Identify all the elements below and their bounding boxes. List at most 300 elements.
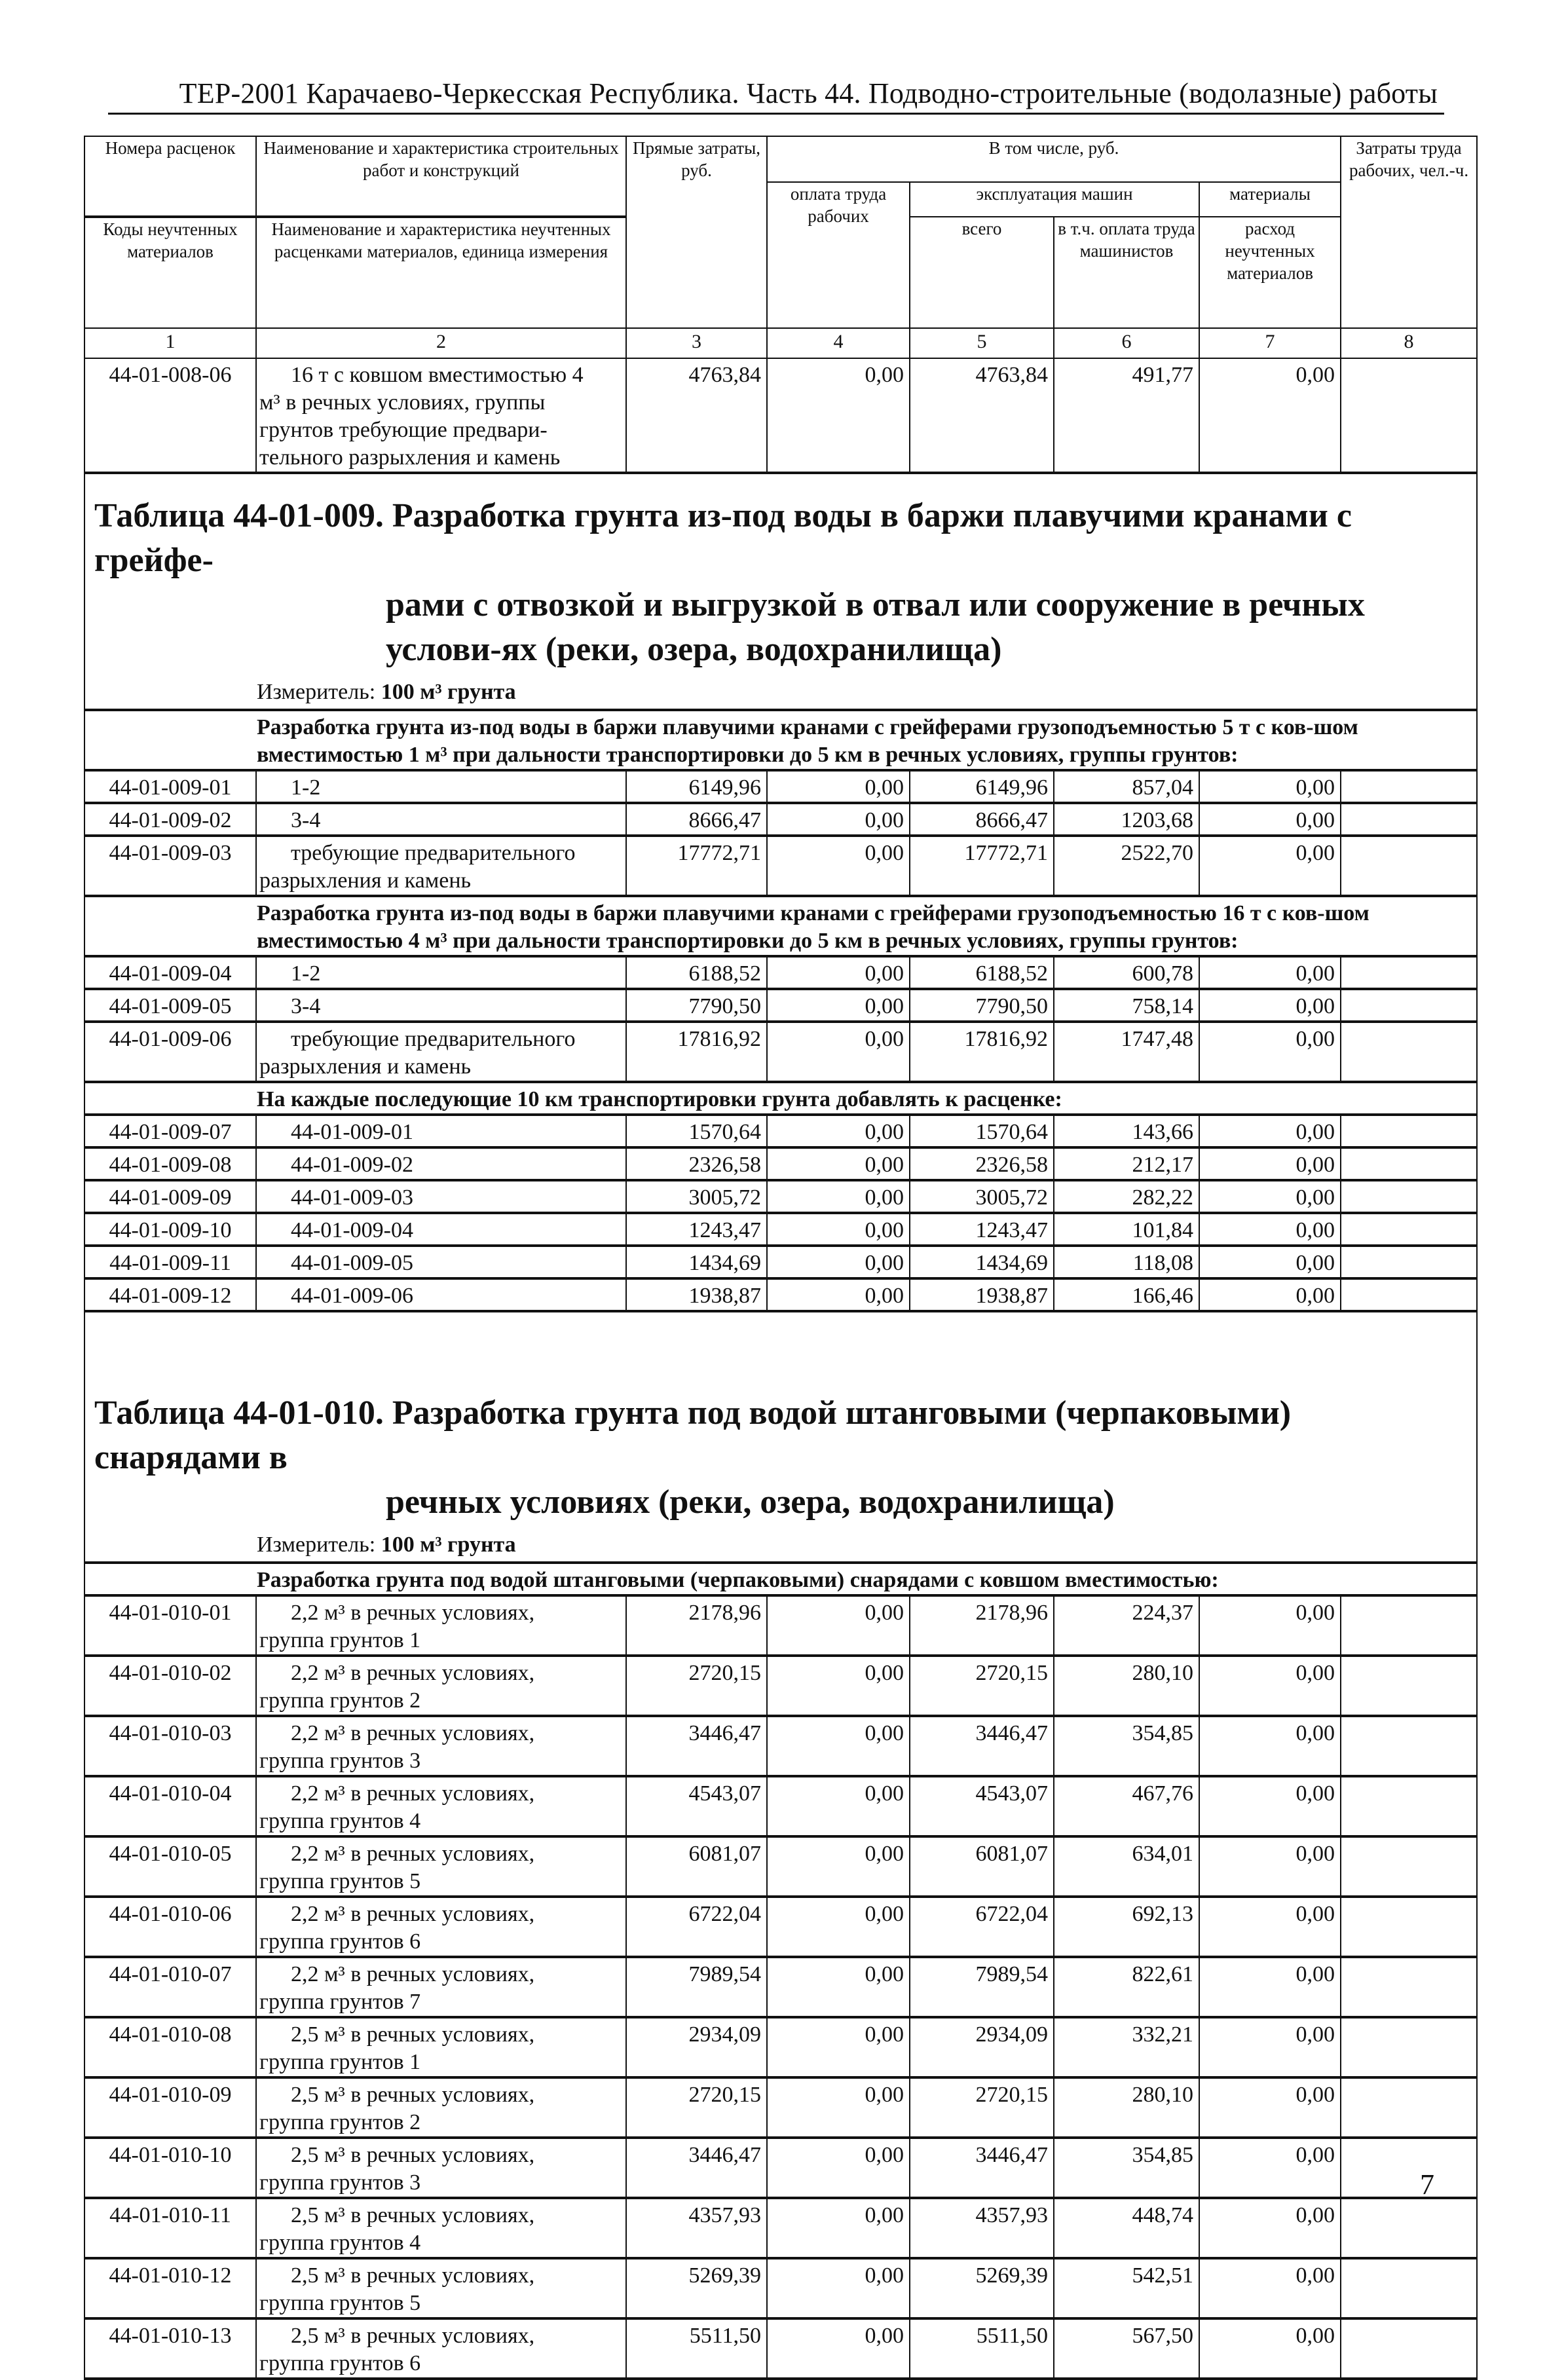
- labor-hours-value: [1341, 1022, 1477, 1082]
- machines-total-value: 4357,93: [910, 2198, 1054, 2258]
- machines-total-value: 3446,47: [910, 1716, 1054, 1776]
- description-line: 3-4: [291, 808, 321, 832]
- machines-total-value: 2326,58: [910, 1147, 1054, 1180]
- labor-pay-value: 0,00: [767, 358, 910, 473]
- direct-costs-value: 2934,09: [626, 2017, 767, 2077]
- direct-costs-value: 1243,47: [626, 1213, 767, 1246]
- rate-code: 44-01-009-09: [84, 1180, 256, 1213]
- labor-hours-value: [1341, 1115, 1477, 1147]
- direct-costs-value: 6081,07: [626, 1836, 767, 1897]
- machines-total-value: 1243,47: [910, 1213, 1054, 1246]
- materials-value: 0,00: [1199, 956, 1341, 989]
- table-row: [84, 2138, 1477, 2198]
- labor-pay-value: 0,00: [767, 2198, 910, 2258]
- direct-costs-value: 6149,96: [626, 770, 767, 803]
- table-title-continuation: рами с отвозкой и выгрузкой в отвал или сооружение в речных услови-ях (реки, озера, водохранилища): [386, 586, 1365, 668]
- header-labor-pay: оплата труда рабочих: [767, 182, 910, 328]
- rate-description: [256, 2318, 626, 2379]
- description-line: 44-01-009-03: [291, 1185, 413, 1210]
- operators-pay-value: 542,51: [1054, 2258, 1199, 2318]
- table-title-row: [84, 1311, 1477, 1563]
- labor-hours-value: [1341, 836, 1477, 896]
- operators-pay-value: 1203,68: [1054, 803, 1199, 836]
- rate-description: [256, 2017, 626, 2077]
- machines-total-value: 17816,92: [910, 1022, 1054, 1082]
- labor-pay-value: 0,00: [767, 1278, 910, 1311]
- machines-total-value: 3446,47: [910, 2138, 1054, 2198]
- rate-description: [256, 836, 626, 896]
- direct-costs-value: 17772,71: [626, 836, 767, 896]
- operators-pay-value: 467,76: [1054, 1776, 1199, 1836]
- description-line: 2,2 м³ в речных условиях,: [291, 1601, 535, 1625]
- machines-total-value: 17772,71: [910, 836, 1054, 896]
- materials-value: 0,00: [1199, 1022, 1341, 1082]
- rate-description: [256, 1656, 626, 1716]
- description-line: 2,2 м³ в речных условиях,: [291, 1721, 535, 1745]
- machines-total-value: 7790,50: [910, 989, 1054, 1022]
- labor-pay-value: 0,00: [767, 1246, 910, 1278]
- description-continuation: группа грунтов 3: [259, 1749, 421, 1773]
- labor-pay-value: 0,00: [767, 1716, 910, 1776]
- table-row: [84, 1278, 1477, 1311]
- rate-code: 44-01-009-06: [84, 1022, 256, 1082]
- table-number: Таблица 44-01-010.: [94, 1394, 384, 1432]
- description-line: 1-2: [291, 775, 321, 800]
- header-name-bottom: Наименование и характеристика неучтенных расценками материалов, единица измерения: [256, 217, 626, 328]
- labor-pay-value: 0,00: [767, 836, 910, 896]
- group-heading: Разработка грунта под водой штанговыми (черпаковыми) снарядами с ковшом вместимостью:: [257, 1568, 1219, 1592]
- header-direct-costs: Прямые затраты, руб.: [626, 136, 767, 328]
- table-row: [84, 1115, 1477, 1147]
- rate-code: 44-01-010-13: [84, 2318, 256, 2379]
- labor-hours-value: [1341, 956, 1477, 989]
- labor-pay-value: 0,00: [767, 1147, 910, 1180]
- header-including: В том числе, руб.: [767, 136, 1341, 182]
- machines-total-value: 1570,64: [910, 1115, 1054, 1147]
- labor-pay-value: 0,00: [767, 956, 910, 989]
- header-machines: эксплуатация машин: [910, 182, 1199, 217]
- labor-pay-value: 0,00: [767, 803, 910, 836]
- description-line: 16 т с ковшом вместимостью 4: [291, 363, 584, 387]
- operators-pay-value: 600,78: [1054, 956, 1199, 989]
- labor-pay-value: 0,00: [767, 1656, 910, 1716]
- table-row: [84, 1656, 1477, 1716]
- measure-unit: [85, 1525, 1476, 1561]
- description-line: 2,5 м³ в речных условиях,: [291, 2203, 535, 2227]
- materials-value: 0,00: [1199, 2198, 1341, 2258]
- direct-costs-value: 2178,96: [626, 1595, 767, 1656]
- materials-value: 0,00: [1199, 358, 1341, 473]
- rate-code: 44-01-010-12: [84, 2258, 256, 2318]
- measure-value: 100 м³ грунта: [381, 1533, 516, 1557]
- table-row: [84, 1897, 1477, 1957]
- table-row: [84, 2017, 1477, 2077]
- column-number: 7: [1199, 328, 1341, 358]
- table-row: [84, 2077, 1477, 2138]
- operators-pay-value: 2522,70: [1054, 836, 1199, 896]
- description-continuation: группа грунтов 2: [259, 2110, 421, 2134]
- description-continuation: группа грунтов 1: [259, 2050, 421, 2074]
- operators-pay-value: 166,46: [1054, 1278, 1199, 1311]
- direct-costs-value: 5269,39: [626, 2258, 767, 2318]
- labor-hours-value: [1341, 1836, 1477, 1897]
- materials-value: 0,00: [1199, 770, 1341, 803]
- materials-value: 0,00: [1199, 1147, 1341, 1180]
- group-heading-row: [84, 896, 1477, 956]
- column-numbers-row: [84, 328, 1477, 358]
- table-row: [84, 1213, 1477, 1246]
- description-continuation: группа грунтов 6: [259, 1929, 421, 1954]
- labor-hours-value: [1341, 1147, 1477, 1180]
- table-row: [84, 2198, 1477, 2258]
- direct-costs-value: 1938,87: [626, 1278, 767, 1311]
- direct-costs-value: 4543,07: [626, 1776, 767, 1836]
- labor-pay-value: 0,00: [767, 1897, 910, 1957]
- document-title: ТЕР-2001 Карачаево-Черкесская Республика. Часть 44. Подводно-строительные (водолазные) работы: [179, 77, 1438, 109]
- column-number: 5: [910, 328, 1054, 358]
- column-number: 8: [1341, 328, 1477, 358]
- description-continuation: группа грунтов 5: [259, 1869, 421, 1893]
- materials-value: 0,00: [1199, 1957, 1341, 2017]
- description-continuation: группа грунтов 3: [259, 2170, 421, 2195]
- table-title-block: [85, 1312, 1476, 1561]
- description-line: 2,2 м³ в речных условиях,: [291, 1661, 535, 1685]
- rate-description: [256, 956, 626, 989]
- description-continuation: группа грунтов 4: [259, 2231, 421, 2255]
- table-row: [84, 956, 1477, 989]
- table-title-line: Разработка грунта из-под воды в баржи плавучими кранами с грейфе-: [94, 497, 1352, 579]
- labor-pay-value: 0,00: [767, 770, 910, 803]
- materials-value: 0,00: [1199, 2258, 1341, 2318]
- operators-pay-value: 634,01: [1054, 1836, 1199, 1897]
- materials-value: 0,00: [1199, 1716, 1341, 1776]
- rate-description: [256, 2198, 626, 2258]
- rate-description: [256, 770, 626, 803]
- labor-hours-value: [1341, 1656, 1477, 1716]
- description-line: 44-01-009-06: [291, 1284, 413, 1308]
- direct-costs-value: 3005,72: [626, 1180, 767, 1213]
- labor-hours-value: [1341, 2017, 1477, 2077]
- labor-pay-value: 0,00: [767, 2258, 910, 2318]
- header-code-top: Номера расценок: [84, 136, 256, 217]
- rate-description: [256, 803, 626, 836]
- labor-hours-value: [1341, 1213, 1477, 1246]
- rate-description: [256, 1595, 626, 1656]
- rate-code: 44-01-009-04: [84, 956, 256, 989]
- description-line: 2,5 м³ в речных условиях,: [291, 2022, 535, 2047]
- rate-description: [256, 1147, 626, 1180]
- column-number: 4: [767, 328, 910, 358]
- direct-costs-value: 2326,58: [626, 1147, 767, 1180]
- table-title: [85, 1391, 1476, 1525]
- table-row: [84, 2258, 1477, 2318]
- rate-code: 44-01-010-03: [84, 1716, 256, 1776]
- labor-hours-value: [1341, 2138, 1477, 2198]
- measure-unit: [85, 672, 1476, 709]
- materials-value: 0,00: [1199, 2077, 1341, 2138]
- labor-pay-value: 0,00: [767, 2138, 910, 2198]
- materials-value: 0,00: [1199, 2017, 1341, 2077]
- rate-description: [256, 2258, 626, 2318]
- table-row: [84, 358, 1477, 473]
- direct-costs-value: 2720,15: [626, 2077, 767, 2138]
- labor-hours-value: [1341, 2258, 1477, 2318]
- rate-description: [256, 1246, 626, 1278]
- materials-value: 0,00: [1199, 1897, 1341, 1957]
- description-line: 2,2 м³ в речных условиях,: [291, 1781, 535, 1806]
- rate-code: 44-01-009-08: [84, 1147, 256, 1180]
- operators-pay-value: 280,10: [1054, 1656, 1199, 1716]
- labor-pay-value: 0,00: [767, 1836, 910, 1897]
- description-continuation: группа грунтов 2: [259, 1688, 421, 1713]
- table-row: [84, 989, 1477, 1022]
- operators-pay-value: 224,37: [1054, 1595, 1199, 1656]
- direct-costs-value: 1570,64: [626, 1115, 767, 1147]
- rate-code: 44-01-010-06: [84, 1897, 256, 1957]
- labor-pay-value: 0,00: [767, 1595, 910, 1656]
- labor-hours-value: [1341, 2318, 1477, 2379]
- operators-pay-value: 822,61: [1054, 1957, 1199, 2017]
- rate-code: 44-01-010-09: [84, 2077, 256, 2138]
- operators-pay-value: 354,85: [1054, 2138, 1199, 2198]
- labor-hours-value: [1341, 1595, 1477, 1656]
- table-row: [84, 1716, 1477, 1776]
- labor-pay-value: 0,00: [767, 1957, 910, 2017]
- table-number: Таблица 44-01-009.: [94, 497, 384, 534]
- direct-costs-value: 8666,47: [626, 803, 767, 836]
- rate-description: [256, 1115, 626, 1147]
- operators-pay-value: 692,13: [1054, 1897, 1199, 1957]
- operators-pay-value: 354,85: [1054, 1716, 1199, 1776]
- operators-pay-value: 118,08: [1054, 1246, 1199, 1278]
- rate-description: [256, 2077, 626, 2138]
- rate-description: [256, 1776, 626, 1836]
- materials-value: 0,00: [1199, 2138, 1341, 2198]
- labor-hours-value: [1341, 770, 1477, 803]
- operators-pay-value: 857,04: [1054, 770, 1199, 803]
- header-machines-total: всего: [910, 217, 1054, 328]
- labor-hours-value: [1341, 1278, 1477, 1311]
- table-title: [85, 494, 1476, 672]
- description-continuation: группа грунтов 1: [259, 1628, 421, 1652]
- header-labor-costs: Затраты труда рабочих, чел.-ч.: [1341, 136, 1477, 328]
- column-number: 6: [1054, 328, 1199, 358]
- description-continuation: м³ в речных условиях, группы грунтов требующие предвари-тельного разрыхления и камень: [259, 390, 561, 470]
- materials-value: 0,00: [1199, 2318, 1341, 2379]
- materials-value: 0,00: [1199, 1595, 1341, 1656]
- column-number: 3: [626, 328, 767, 358]
- rate-code: 44-01-010-07: [84, 1957, 256, 2017]
- rate-code: 44-01-009-12: [84, 1278, 256, 1311]
- operators-pay-value: 491,77: [1054, 358, 1199, 473]
- machines-total-value: 2178,96: [910, 1595, 1054, 1656]
- machines-total-value: 3005,72: [910, 1180, 1054, 1213]
- direct-costs-value: 17816,92: [626, 1022, 767, 1082]
- table-title-continuation: речных условиях (реки, озера, водохранилища): [386, 1483, 1115, 1521]
- labor-pay-value: 0,00: [767, 2017, 910, 2077]
- labor-pay-value: 0,00: [767, 1776, 910, 1836]
- labor-hours-value: [1341, 358, 1477, 473]
- description-line: 1-2: [291, 961, 321, 986]
- labor-hours-value: [1341, 1776, 1477, 1836]
- header-materials: материалы: [1199, 182, 1341, 217]
- description-line: требующие предварительного: [291, 841, 576, 865]
- table-title-line: Разработка грунта под водой штанговыми (черпаковыми) снарядами в: [94, 1394, 1292, 1476]
- rates-table: [84, 136, 1478, 2380]
- direct-costs-value: 7989,54: [626, 1957, 767, 2017]
- machines-total-value: 6188,52: [910, 956, 1054, 989]
- machines-total-value: 4763,84: [910, 358, 1054, 473]
- rate-description: [256, 1213, 626, 1246]
- rate-description: [256, 1278, 626, 1311]
- operators-pay-value: 282,22: [1054, 1180, 1199, 1213]
- description-continuation: группа грунтов 5: [259, 2291, 421, 2315]
- header-materials-unaccounted: расход неучтенных материалов: [1199, 217, 1341, 328]
- materials-value: 0,00: [1199, 1180, 1341, 1213]
- rate-code: 44-01-010-08: [84, 2017, 256, 2077]
- direct-costs-value: 6188,52: [626, 956, 767, 989]
- group-heading: На каждые последующие 10 км транспортировки грунта добавлять к расценке:: [257, 1087, 1062, 1111]
- rate-description: [256, 989, 626, 1022]
- table-row: [84, 1180, 1477, 1213]
- labor-pay-value: 0,00: [767, 989, 910, 1022]
- group-heading-row: [84, 710, 1477, 770]
- rate-code: 44-01-009-07: [84, 1115, 256, 1147]
- machines-total-value: 5511,50: [910, 2318, 1054, 2379]
- operators-pay-value: 101,84: [1054, 1213, 1199, 1246]
- description-line: 2,5 м³ в речных условиях,: [291, 2143, 535, 2167]
- table-row: [84, 1836, 1477, 1897]
- description-continuation: разрыхления и камень: [259, 1054, 472, 1079]
- direct-costs-value: 4763,84: [626, 358, 767, 473]
- measure-value: 100 м³ грунта: [381, 680, 516, 704]
- description-line: 44-01-009-05: [291, 1251, 413, 1275]
- labor-hours-value: [1341, 1180, 1477, 1213]
- rate-description: [256, 1836, 626, 1897]
- machines-total-value: 8666,47: [910, 803, 1054, 836]
- operators-pay-value: 143,66: [1054, 1115, 1199, 1147]
- group-heading-row: [84, 1563, 1477, 1595]
- machines-total-value: 2720,15: [910, 2077, 1054, 2138]
- operators-pay-value: 448,74: [1054, 2198, 1199, 2258]
- machines-total-value: 7989,54: [910, 1957, 1054, 2017]
- measure-label: Измеритель:: [257, 1533, 376, 1557]
- direct-costs-value: 1434,69: [626, 1246, 767, 1278]
- direct-costs-value: 4357,93: [626, 2198, 767, 2258]
- materials-value: 0,00: [1199, 1776, 1341, 1836]
- description-line: 2,5 м³ в речных условиях,: [291, 2083, 535, 2107]
- group-heading: Разработка грунта из-под воды в баржи плавучими кранами с грейферами грузоподъемностью 5 т с ков-шом вместимостью 1 м³ при дальности транспортировки до 5 км в речных условиях, группы грунтов:: [257, 715, 1358, 767]
- machines-total-value: 5269,39: [910, 2258, 1054, 2318]
- measure-label: Измеритель:: [257, 680, 376, 704]
- description-line: 2,2 м³ в речных условиях,: [291, 1842, 535, 1866]
- labor-hours-value: [1341, 2198, 1477, 2258]
- materials-value: 0,00: [1199, 836, 1341, 896]
- rate-code: 44-01-010-02: [84, 1656, 256, 1716]
- rate-description: [256, 1716, 626, 1776]
- column-number: 2: [256, 328, 626, 358]
- labor-pay-value: 0,00: [767, 1022, 910, 1082]
- description-line: 3-4: [291, 994, 321, 1018]
- materials-value: 0,00: [1199, 803, 1341, 836]
- materials-value: 0,00: [1199, 1246, 1341, 1278]
- machines-total-value: 1938,87: [910, 1278, 1054, 1311]
- labor-pay-value: 0,00: [767, 2318, 910, 2379]
- materials-value: 0,00: [1199, 989, 1341, 1022]
- description-line: 2,5 м³ в речных условиях,: [291, 2263, 535, 2288]
- labor-pay-value: 0,00: [767, 1213, 910, 1246]
- description-line: 44-01-009-01: [291, 1120, 413, 1144]
- header-name-top: Наименование и характеристика строительных работ и конструкций: [256, 136, 626, 217]
- description-line: 2,2 м³ в речных условиях,: [291, 1902, 535, 1926]
- operators-pay-value: 332,21: [1054, 2017, 1199, 2077]
- machines-total-value: 2720,15: [910, 1656, 1054, 1716]
- table-row: [84, 1776, 1477, 1836]
- description-continuation: разрыхления и камень: [259, 868, 472, 893]
- materials-value: 0,00: [1199, 1115, 1341, 1147]
- materials-value: 0,00: [1199, 1836, 1341, 1897]
- machines-total-value: 6149,96: [910, 770, 1054, 803]
- direct-costs-value: 7790,50: [626, 989, 767, 1022]
- labor-hours-value: [1341, 803, 1477, 836]
- labor-hours-value: [1341, 2077, 1477, 2138]
- rate-description: [256, 358, 626, 473]
- direct-costs-value: 5511,50: [626, 2318, 767, 2379]
- table-title-block: [85, 474, 1476, 709]
- operators-pay-value: 567,50: [1054, 2318, 1199, 2379]
- group-heading: Разработка грунта из-под воды в баржи плавучими кранами с грейферами грузоподъемностью 16 т с ков-шом вместимостью 4 м³ при дальности транспортировки до 5 км в речных условиях, группы грунтов:: [257, 901, 1370, 953]
- rate-code: 44-01-009-11: [84, 1246, 256, 1278]
- description-line: 44-01-009-02: [291, 1153, 413, 1177]
- direct-costs-value: 3446,47: [626, 1716, 767, 1776]
- rate-code: 44-01-010-01: [84, 1595, 256, 1656]
- labor-hours-value: [1341, 1957, 1477, 2017]
- rate-description: [256, 1897, 626, 1957]
- rate-code: 44-01-010-10: [84, 2138, 256, 2198]
- machines-total-value: 6722,04: [910, 1897, 1054, 1957]
- description-continuation: группа грунтов 6: [259, 2351, 421, 2375]
- group-heading-row: [84, 1082, 1477, 1115]
- description-line: 44-01-009-04: [291, 1218, 413, 1242]
- labor-hours-value: [1341, 1246, 1477, 1278]
- description-line: 2,2 м³ в речных условиях,: [291, 1962, 535, 1986]
- operators-pay-value: 212,17: [1054, 1147, 1199, 1180]
- table-row: [84, 1957, 1477, 2017]
- description-line: требующие предварительного: [291, 1027, 576, 1051]
- page-header: [108, 77, 1444, 115]
- labor-pay-value: 0,00: [767, 1180, 910, 1213]
- materials-value: 0,00: [1199, 1278, 1341, 1311]
- machines-total-value: 2934,09: [910, 2017, 1054, 2077]
- materials-value: 0,00: [1199, 1213, 1341, 1246]
- labor-hours-value: [1341, 1897, 1477, 1957]
- labor-pay-value: 0,00: [767, 2077, 910, 2138]
- machines-total-value: 4543,07: [910, 1776, 1054, 1836]
- table-row: [84, 1595, 1477, 1656]
- column-number: 1: [84, 328, 256, 358]
- machines-total-value: 6081,07: [910, 1836, 1054, 1897]
- table-title-row: [84, 473, 1477, 710]
- labor-hours-value: [1341, 1716, 1477, 1776]
- rate-description: [256, 1022, 626, 1082]
- description-continuation: группа грунтов 7: [259, 1990, 421, 2014]
- description-continuation: группа грунтов 4: [259, 1809, 421, 1833]
- operators-pay-value: 758,14: [1054, 989, 1199, 1022]
- rate-code: 44-01-009-02: [84, 803, 256, 836]
- materials-value: 0,00: [1199, 1656, 1341, 1716]
- header-code-bottom: Коды неучтенных материалов: [84, 217, 256, 328]
- rate-description: [256, 1180, 626, 1213]
